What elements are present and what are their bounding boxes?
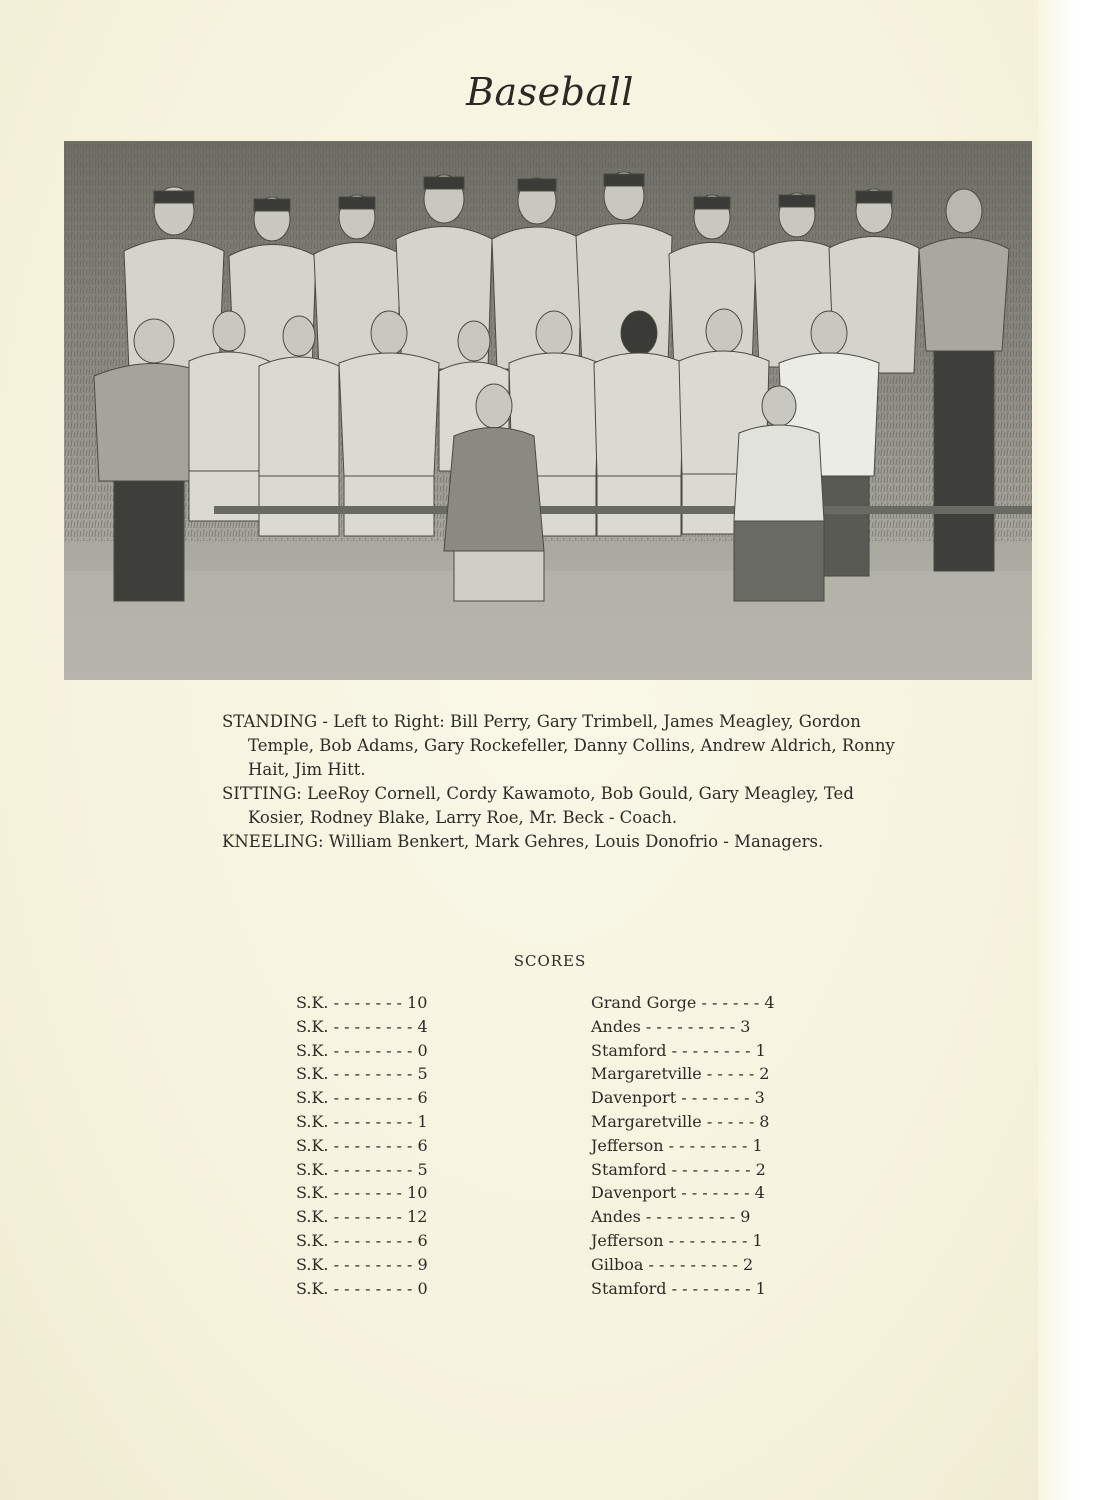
home-score: S.K. - - - - - - - 10: [296, 1183, 428, 1203]
score-row: [296, 1017, 816, 1041]
team-photo: [64, 141, 1032, 680]
score-row: [296, 1136, 816, 1160]
score-row: [296, 1112, 816, 1136]
score-row: [296, 1255, 816, 1279]
caption-kneeling: KNEELING: William Benkert, Mark Gehres, Louis Donofrio - Managers.: [222, 832, 824, 851]
home-score: S.K. - - - - - - - - 6: [296, 1230, 428, 1250]
page-title: Baseball: [466, 70, 634, 114]
team-caption: [222, 710, 902, 854]
opponent-score: Davenport - - - - - - - 3: [591, 1088, 765, 1108]
score-row: [296, 1064, 816, 1088]
home-score: S.K. - - - - - - - 10: [296, 993, 428, 1012]
score-row: [296, 1160, 816, 1184]
home-score: S.K. - - - - - - - - 9: [296, 1254, 428, 1274]
score-row: [296, 1041, 816, 1065]
opponent-score: Stamford - - - - - - - - 2: [591, 1159, 766, 1179]
page-edge: [1038, 0, 1100, 1500]
opponent-score: Davenport - - - - - - - 4: [591, 1183, 765, 1203]
home-score: S.K. - - - - - - - - 6: [296, 1135, 428, 1155]
home-score: S.K. - - - - - - - - 0: [296, 1040, 428, 1060]
caption-sitting: SITTING: LeeRoy Cornell, Cordy Kawamoto, Bob Gould, Gary Meagley, Ted Kosier, Rodney Blake, Larry Roe, Mr. Beck - Coach.: [222, 784, 854, 827]
opponent-score: Margaretville - - - - - 2: [591, 1064, 770, 1084]
home-score: S.K. - - - - - - - - 1: [296, 1111, 428, 1131]
opponent-score: Stamford - - - - - - - - 1: [591, 1278, 766, 1298]
score-row: [296, 993, 816, 1017]
scores-heading: SCORES: [513, 952, 587, 970]
score-row: [296, 1088, 816, 1112]
score-row: [296, 1207, 816, 1231]
opponent-score: Jefferson - - - - - - - - 1: [591, 1135, 763, 1155]
score-row: [296, 1183, 816, 1207]
opponent-score: Jefferson - - - - - - - - 1: [591, 1230, 763, 1250]
caption-standing: STANDING - Left to Right: Bill Perry, Gary Trimbell, James Meagley, Gordon Temple, Bob Adams, Gary Rockefeller, Danny Collins, Andrew Aldrich, Ronny Hait, Jim Hitt.: [222, 712, 895, 779]
score-row: [296, 1231, 816, 1255]
opponent-score: Stamford - - - - - - - - 1: [591, 1040, 766, 1060]
home-score: S.K. - - - - - - - - 6: [296, 1088, 428, 1108]
home-score: S.K. - - - - - - - - 4: [296, 1016, 428, 1036]
opponent-score: Gilboa - - - - - - - - - 2: [591, 1254, 754, 1274]
home-score: S.K. - - - - - - - - 5: [296, 1064, 428, 1084]
home-score: S.K. - - - - - - - - 0: [296, 1278, 428, 1298]
opponent-score: Margaretville - - - - - 8: [591, 1111, 770, 1131]
scores-table: [296, 993, 816, 1302]
opponent-score: Andes - - - - - - - - - 9: [591, 1207, 751, 1227]
home-score: S.K. - - - - - - - 12: [296, 1207, 428, 1227]
opponent-score: Andes - - - - - - - - - 3: [591, 1016, 751, 1036]
opponent-score: Grand Gorge - - - - - - 4: [591, 993, 775, 1012]
home-score: S.K. - - - - - - - - 5: [296, 1159, 428, 1179]
score-row: [296, 1279, 816, 1303]
